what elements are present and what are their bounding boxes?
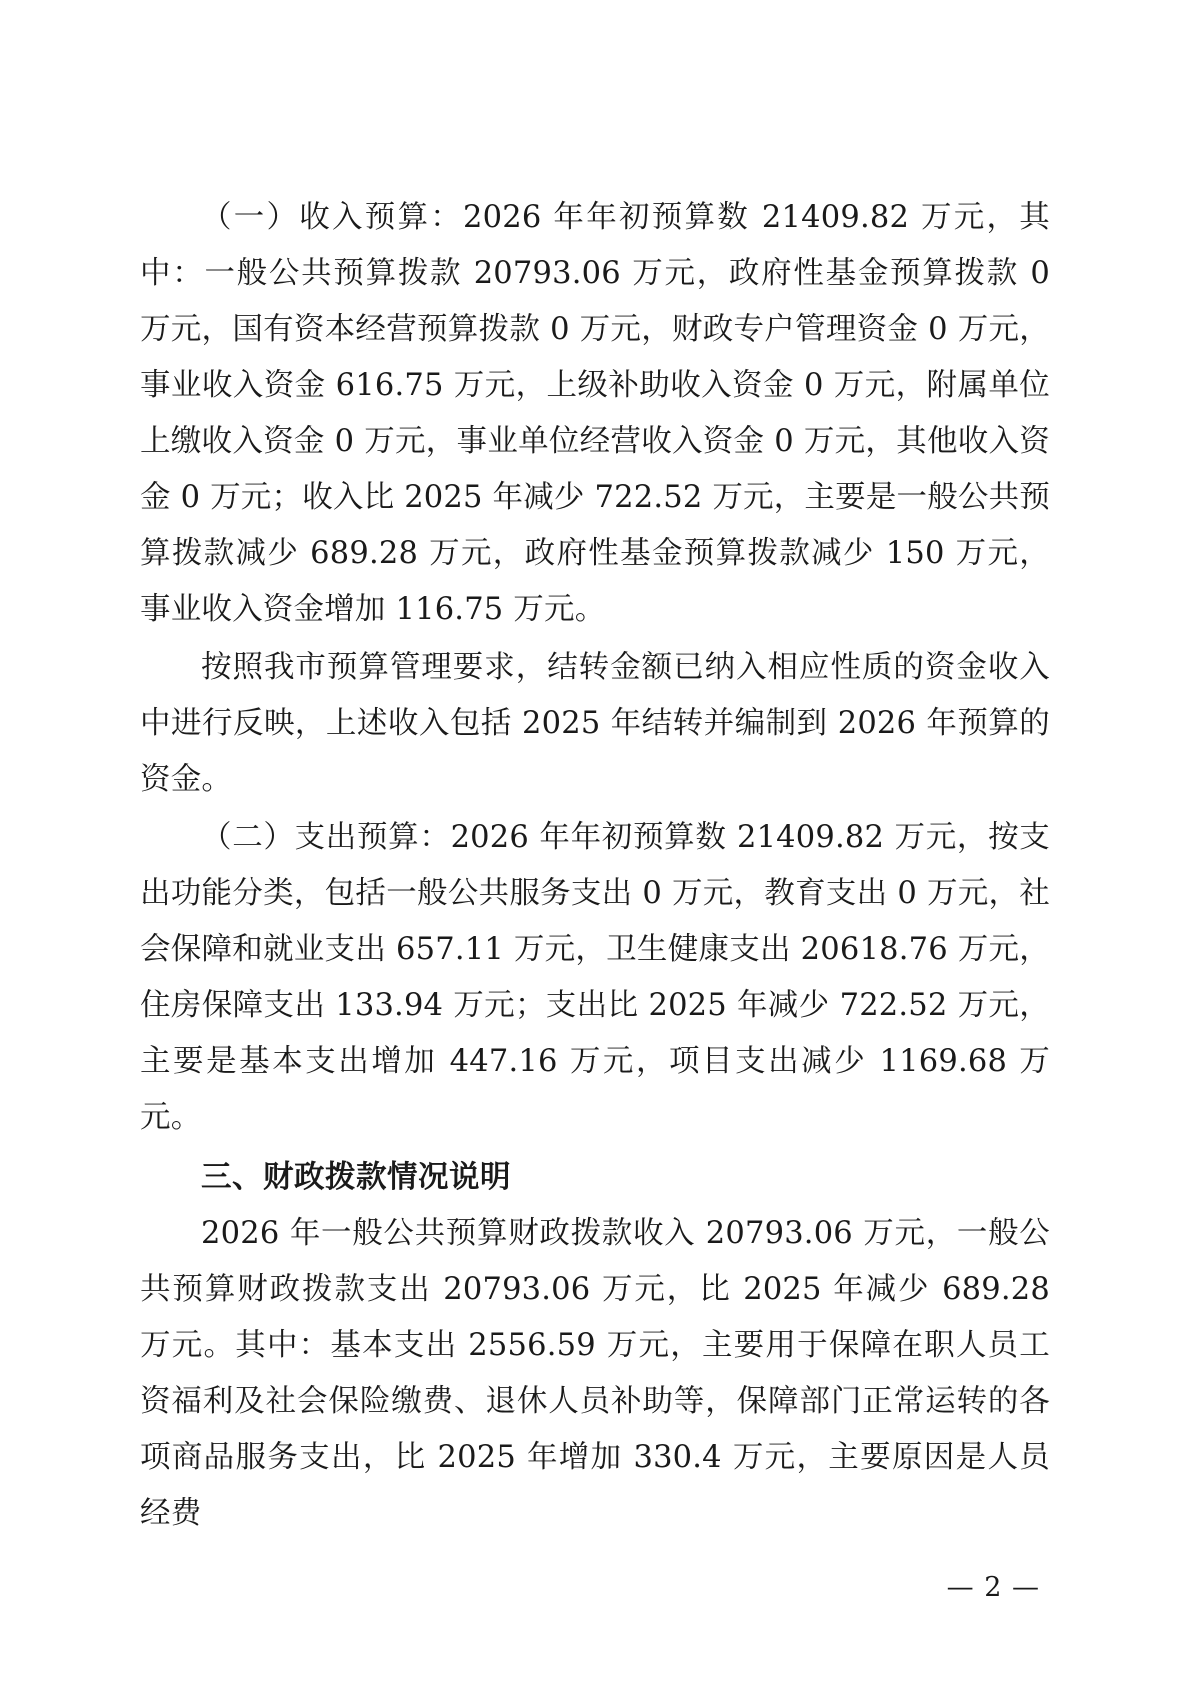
section-heading-fiscal-appropriation: 三、财政拨款情况说明 (201, 1160, 511, 1195)
paragraph-carryover-note: 按照我市预算管理要求，结转金额已纳入相应性质的资金收入中进行反映，上述收入包括 2025 年结转并编制到 2026 年预算的资金。 (140, 650, 1050, 797)
paragraph-fiscal-appropriation-detail: 2026 年一般公共预算财政拨款收入 20793.06 万元，一般公共预算财政拨款支出 20793.06 万元，比 2025 年减少 689.28 万元。其中：基本支出 2556.59 万元，主要用于保障在职人员工资福利及社会保险缴费、退休人员补助等，保障部门正常运转的各项商品服务支出，比 2025 年增加 330.4 万元，主要原因是人员经费 (140, 1216, 1050, 1531)
paragraph-income-budget: （一）收入预算：2026 年年初预算数 21409.82 万元，其中：一般公共预算拨款 20793.06 万元，政府性基金预算拨款 0 万元，国有资本经营预算拨款 0 万元，财政专户管理资金 0 万元，事业收入资金 616.75 万元，上级补助收入资金 0 万元，附属单位上缴收入资金 0 万元，事业单位经营收入资金 0 万元，其他收入资金 0 万元；收入比 2025 年减少 722.52 万元，主要是一般公共预算拨款减少 689.28 万元，政府性基金预算拨款减少 150 万元，事业收入资金增加 116.75 万元。 (140, 200, 1051, 627)
paragraph-expenditure-budget: （二）支出预算：2026 年年初预算数 21409.82 万元，按支出功能分类，包括一般公共服务支出 0 万元，教育支出 0 万元，社会保障和就业支出 657.11 万元，卫生健康支出 20618.76 万元，住房保障支出 133.94 万元；支出比 2025 年减少 722.52 万元，主要是基本支出增加 447.16 万元，项目支出减少 1169.68 万元。 (140, 820, 1050, 1135)
page-number: — 2 — (946, 1572, 1040, 1603)
